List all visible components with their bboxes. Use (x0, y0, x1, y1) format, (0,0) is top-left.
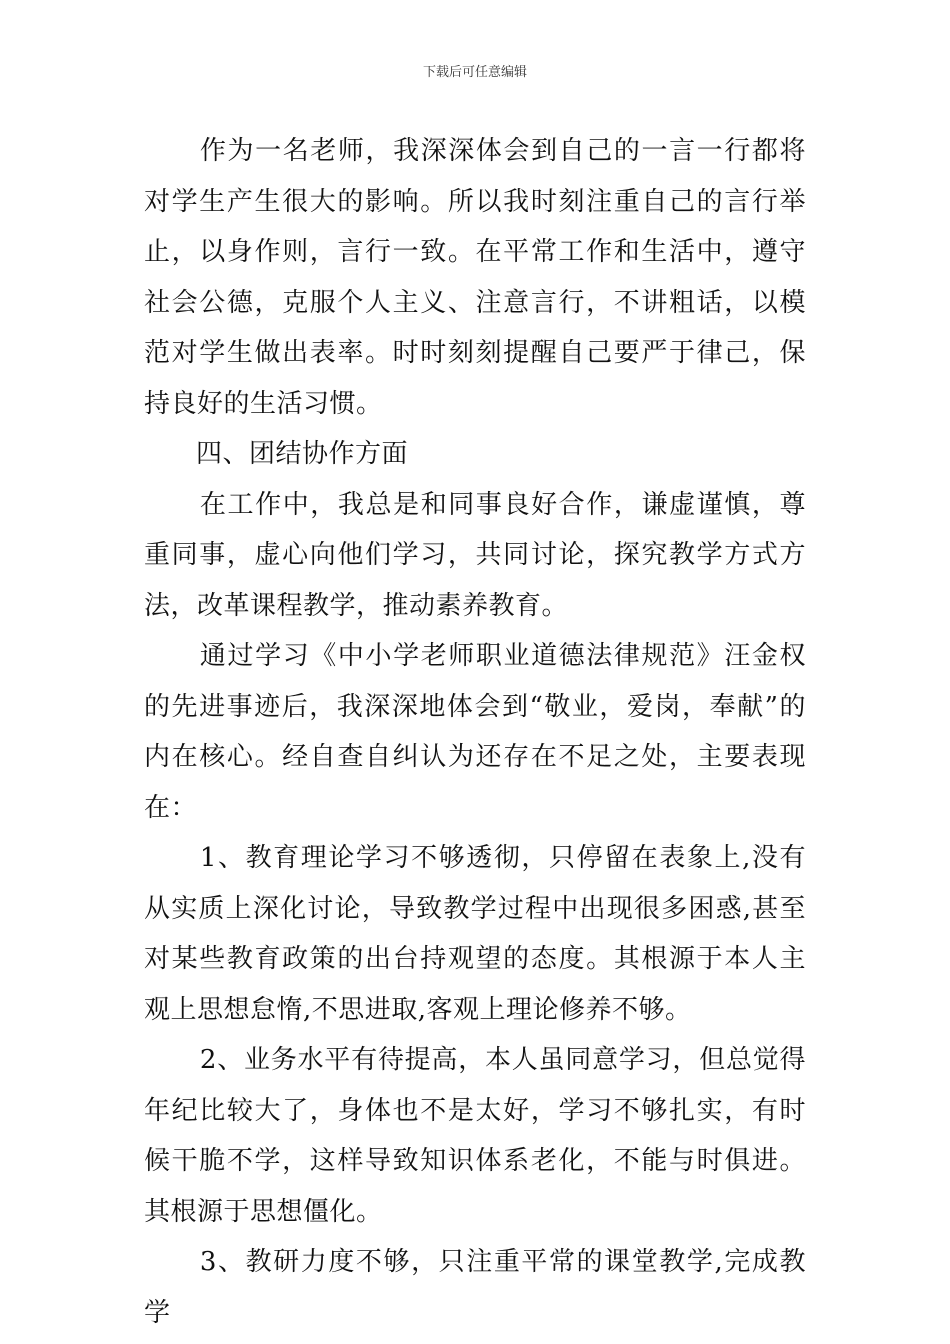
list-item-1: 1、教育理论学习不够透彻，只停留在表象上,没有从实质上深化讨论，导致教学过程中出现很多困惑,甚至对某些教育政策的出台持观望的态度。其根源于本人主观上思想怠惰,不思进取,客观上理论修养不够。 (144, 843, 806, 1025)
list-item-3: 3、教研力度不够，只注重平常的课堂教学,完成教学 (144, 1247, 806, 1328)
paragraph-self-review: 通过学习《中小学老师职业道德法律规范》汪金权的先进事迹后，我深深地体会到“敬业，爱岗，奉献”的内在核心。经自查自纠认为还存在不足之处，主要表现在： (144, 641, 806, 823)
list-item-2: 2、业务水平有待提高，本人虽同意学习，但总觉得年纪比较大了，身体也不是太好，学习不够扎实，有时候干脆不学，这样导致知识体系老化，不能与时俱进。其根源于思想僵化。 (144, 1045, 806, 1227)
page-header-note: 下载后可任意编辑 (422, 65, 527, 80)
document-body (144, 126, 806, 1338)
paragraph-teacher-conduct: 作为一名老师，我深深体会到自己的一言一行都将对学生产生很大的影响。所以我时刻注重自己的言行举止，以身作则，言行一致。在平常工作和生活中，遵守社会公德，克服个人主义、注意言行，不讲粗话，以模范对学生做出表率。时时刻刻提醒自己要严于律己，保持良好的生活习惯。 (144, 136, 806, 419)
paragraph-teamwork: 在工作中，我总是和同事良好合作，谦虚谨慎，尊重同事，虚心向他们学习，共同讨论，探究教学方式方法，改革课程教学，推动素养教育。 (144, 489, 806, 621)
section-heading-teamwork: 四、团结协作方面 (196, 439, 409, 469)
